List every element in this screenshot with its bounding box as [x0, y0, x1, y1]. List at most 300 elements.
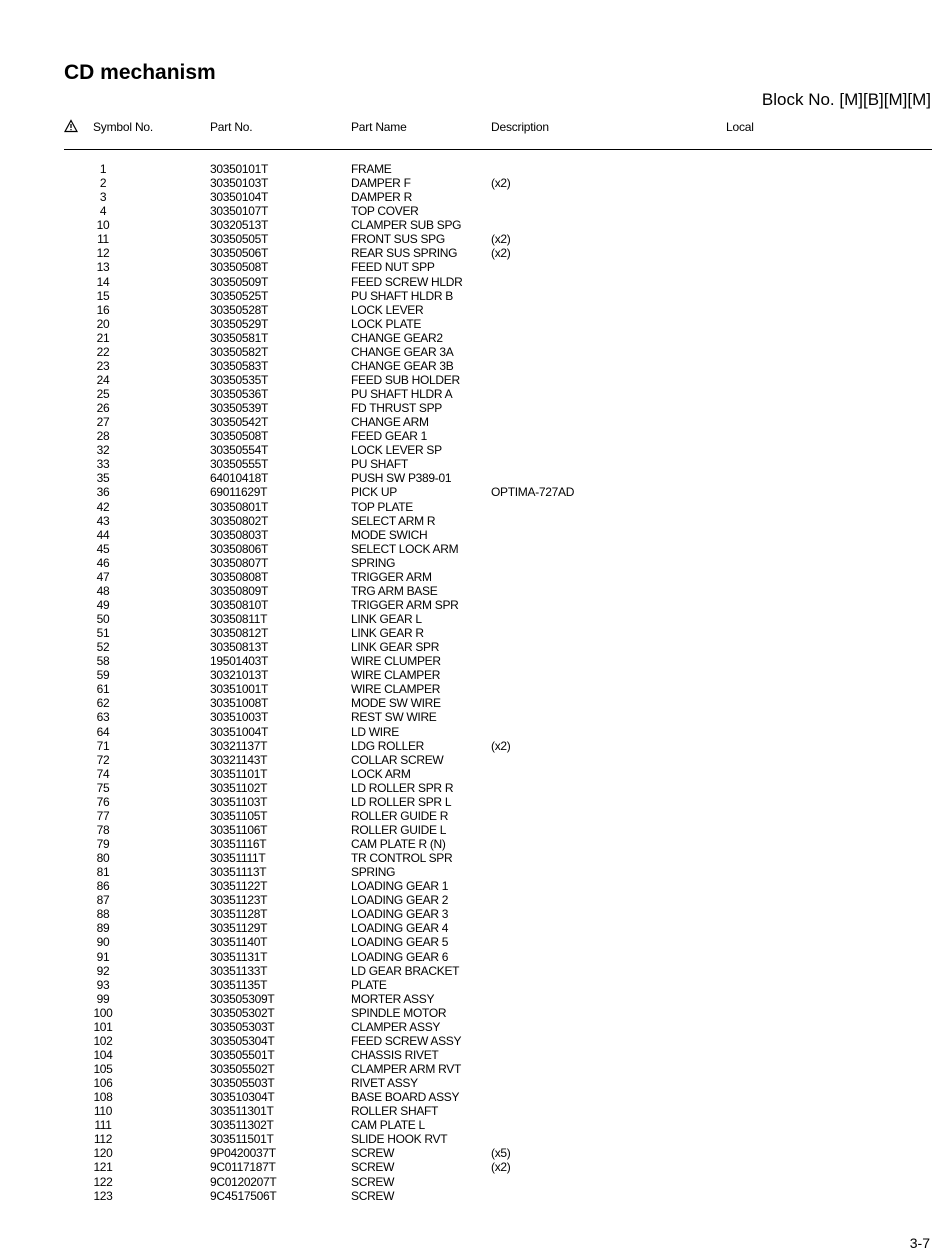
symbol-no-cell: 62 [96, 696, 110, 711]
part-no-cell: 30350582T [210, 344, 269, 359]
table-row [0, 1020, 950, 1034]
symbol-no-cell: 50 [96, 612, 110, 626]
part-name-cell: SCREW [351, 1160, 395, 1175]
part-no-cell: 30350508T [210, 429, 269, 444]
table-row [0, 260, 950, 274]
part-name-cell: LOCK ARM [351, 766, 411, 781]
symbol-no-cell: 100 [93, 1005, 113, 1020]
symbol-no-cell: 20 [96, 316, 110, 331]
part-no-cell: 30350808T [210, 569, 269, 584]
table-row [0, 781, 950, 795]
symbol-no-cell: 92 [96, 963, 110, 978]
symbol-no-cell: 121 [93, 1160, 113, 1175]
part-name-cell: WIRE CLAMPER [351, 668, 441, 683]
table-row [0, 204, 950, 218]
table-row [0, 303, 950, 317]
part-no-cell: 30350542T [210, 415, 269, 430]
part-name-cell: SELECT ARM R [351, 513, 436, 528]
symbol-no-cell: 35 [96, 471, 110, 486]
part-name-cell: LINK GEAR L [351, 612, 422, 626]
part-no-cell: 9C0117187T [210, 1160, 276, 1175]
table-row [0, 232, 950, 246]
part-name-cell: LDG ROLLER [351, 738, 425, 753]
symbol-no-cell: 91 [96, 949, 110, 964]
symbol-no-cell: 13 [96, 260, 110, 275]
header-part-no: Part No. [210, 120, 253, 134]
part-name-cell: TRG ARM BASE [351, 583, 438, 598]
part-no-cell: 69011629T [210, 485, 268, 500]
table-row [0, 542, 950, 556]
part-name-cell: FEED GEAR 1 [351, 429, 428, 444]
part-no-cell: 30351001T [210, 682, 269, 697]
symbol-no-cell: 24 [96, 372, 110, 387]
table-row [0, 612, 950, 626]
part-name-cell: FRAME [351, 162, 392, 176]
part-name-cell: PU SHAFT [351, 457, 408, 472]
part-no-cell: 30321137T [210, 738, 268, 753]
symbol-no-cell: 26 [96, 401, 110, 416]
part-no-cell: 19501403T [210, 654, 269, 669]
symbol-no-cell: 120 [93, 1146, 113, 1161]
table-row [0, 668, 950, 682]
symbol-no-cell: 93 [96, 977, 110, 992]
part-name-cell: FEED NUT SPP [351, 260, 435, 275]
part-no-cell: 30350813T [210, 640, 269, 655]
parts-table [0, 162, 950, 1203]
part-no-cell: 30350525T [210, 288, 269, 303]
description-cell: (x2) [491, 232, 511, 247]
symbol-no-cell: 44 [96, 527, 110, 542]
part-name-cell: FEED SUB HOLDER [351, 372, 460, 387]
description-cell: (x5) [491, 1146, 511, 1161]
table-row [0, 1062, 950, 1076]
part-no-cell: 303511302T [210, 1118, 274, 1133]
table-row [0, 710, 950, 724]
symbol-no-cell: 71 [96, 738, 110, 753]
part-no-cell: 30350555T [210, 457, 269, 472]
part-no-cell: 30351101T [210, 766, 268, 781]
table-row [0, 387, 950, 401]
table-row [0, 992, 950, 1006]
part-no-cell: 30351131T [210, 949, 268, 964]
table-row [0, 176, 950, 190]
part-name-cell: BASE BOARD ASSY [351, 1090, 460, 1105]
part-name-cell: CHANGE GEAR 3A [351, 344, 454, 359]
symbol-no-cell: 12 [96, 246, 110, 261]
symbol-no-cell: 90 [96, 935, 110, 950]
symbol-no-cell: 36 [96, 485, 110, 500]
part-name-cell: SCREW [351, 1174, 395, 1189]
symbol-no-cell: 59 [96, 668, 110, 683]
part-no-cell: 30350811T [210, 612, 268, 626]
symbol-no-cell: 76 [96, 794, 110, 809]
table-row [0, 837, 950, 851]
symbol-no-cell: 49 [96, 597, 110, 612]
part-no-cell: 30351122T [210, 879, 268, 894]
table-row [0, 345, 950, 359]
part-name-cell: SELECT LOCK ARM [351, 541, 459, 556]
part-no-cell: 30351133T [210, 963, 268, 978]
symbol-no-cell: 108 [93, 1090, 113, 1105]
table-row [0, 556, 950, 570]
table-row [0, 823, 950, 837]
table-row [0, 1034, 950, 1048]
symbol-no-cell: 80 [96, 851, 110, 866]
part-name-cell: LOADING GEAR 1 [351, 879, 449, 894]
symbol-no-cell: 21 [96, 330, 110, 345]
symbol-no-cell: 123 [93, 1188, 113, 1203]
part-no-cell: 30350528T [210, 302, 269, 317]
description-cell: OPTIMA-727AD [491, 485, 575, 500]
symbol-no-cell: 112 [93, 1132, 113, 1147]
table-row [0, 964, 950, 978]
part-no-cell: 30350509T [210, 274, 269, 289]
part-name-cell: CAM PLATE R (N) [351, 837, 446, 851]
table-row [0, 528, 950, 542]
part-no-cell: 30350809T [210, 583, 269, 598]
part-no-cell: 9P0420037T [210, 1146, 276, 1161]
table-row [0, 809, 950, 823]
table-row [0, 640, 950, 654]
part-name-cell: DAMPER F [351, 176, 411, 191]
part-no-cell: 303511501T [210, 1132, 274, 1147]
part-name-cell: PLATE [351, 977, 387, 992]
table-row [0, 921, 950, 935]
part-no-cell: 30350529T [210, 316, 269, 331]
description-cell: (x2) [491, 246, 511, 261]
table-row [0, 401, 950, 415]
header-part-name: Part Name [351, 120, 407, 134]
part-no-cell: 30351128T [210, 907, 268, 922]
symbol-no-cell: 42 [96, 499, 110, 514]
table-row [0, 598, 950, 612]
part-no-cell: 30351113T [210, 865, 267, 880]
part-name-cell: CLAMPER ARM RVT [351, 1062, 461, 1076]
part-name-cell: LOCK LEVER [351, 302, 424, 317]
table-row [0, 893, 950, 907]
part-no-cell: 30351003T [210, 710, 269, 725]
part-name-cell: MODE SW WIRE [351, 696, 441, 711]
table-row [0, 331, 950, 345]
header-divider [64, 149, 932, 150]
table-row [0, 162, 950, 176]
part-name-cell: LD ROLLER SPR L [351, 794, 452, 809]
table-row [0, 246, 950, 260]
part-no-cell: 30351103T [210, 794, 268, 809]
table-row [0, 584, 950, 598]
symbol-no-cell: 28 [96, 429, 110, 444]
part-name-cell: PICK UP [351, 485, 397, 500]
table-row [0, 879, 950, 893]
part-name-cell: LOADING GEAR 4 [351, 921, 449, 936]
table-row [0, 626, 950, 640]
part-no-cell: 30351004T [210, 724, 269, 739]
part-name-cell: LOADING GEAR 5 [351, 935, 449, 950]
symbol-no-cell: 27 [96, 415, 110, 430]
part-name-cell: SLIDE HOOK RVT [351, 1132, 448, 1147]
block-number: Block No. [M][B][M][M] [761, 90, 931, 109]
part-name-cell: LOCK PLATE [351, 316, 422, 331]
part-no-cell: 30350104T [210, 190, 269, 205]
part-name-cell: PU SHAFT HLDR A [351, 387, 453, 401]
part-no-cell: 30350103T [210, 176, 269, 191]
symbol-no-cell: 14 [96, 274, 110, 289]
table-row [0, 1189, 950, 1203]
table-row [0, 1132, 950, 1146]
part-no-cell: 30351105T [210, 808, 268, 823]
symbol-no-cell: 16 [96, 302, 110, 317]
symbol-no-cell: 48 [96, 583, 110, 598]
description-cell: (x2) [491, 738, 511, 753]
part-name-cell: ROLLER GUIDE R [351, 808, 449, 823]
part-no-cell: 30350536T [210, 387, 269, 401]
symbol-no-cell: 33 [96, 457, 110, 472]
symbol-no-cell: 79 [96, 837, 110, 851]
symbol-no-cell: 75 [96, 780, 110, 795]
table-row [0, 429, 950, 443]
symbol-no-cell: 47 [96, 569, 110, 584]
table-row [0, 415, 950, 429]
part-no-cell: 30350581T [210, 330, 269, 345]
symbol-no-cell: 87 [96, 893, 110, 908]
part-no-cell: 30350508T [210, 260, 269, 275]
part-no-cell: 30350505T [210, 232, 269, 247]
part-no-cell: 30351102T [210, 780, 268, 795]
part-no-cell: 30350801T [210, 499, 269, 514]
warning-triangle-icon [64, 119, 78, 133]
table-row [0, 682, 950, 696]
part-no-cell: 30321143T [210, 752, 268, 767]
table-row [0, 795, 950, 809]
part-name-cell: SPINDLE MOTOR [351, 1005, 447, 1020]
part-name-cell: FEED SCREW HLDR [351, 274, 463, 289]
part-name-cell: LD WIRE [351, 724, 399, 739]
part-no-cell: 30350554T [210, 443, 269, 458]
part-no-cell: 30350107T [210, 204, 269, 219]
part-name-cell: SCREW [351, 1188, 395, 1203]
part-name-cell: PU SHAFT HLDR B [351, 288, 453, 303]
part-name-cell: TRIGGER ARM SPR [351, 597, 459, 612]
table-row [0, 1160, 950, 1174]
part-name-cell: REST SW WIRE [351, 710, 437, 725]
table-row [0, 935, 950, 949]
table-row [0, 1146, 950, 1160]
part-no-cell: 9C0120207T [210, 1174, 277, 1189]
part-no-cell: 30350535T [210, 372, 269, 387]
symbol-no-cell: 74 [96, 766, 110, 781]
symbol-no-cell: 4 [99, 204, 107, 219]
part-name-cell: DAMPER R [351, 190, 412, 205]
part-no-cell: 303505304T [210, 1033, 275, 1048]
part-name-cell: CHASSIS RIVET [351, 1047, 439, 1062]
table-row [0, 696, 950, 710]
table-row [0, 654, 950, 668]
symbol-no-cell: 25 [96, 387, 110, 401]
symbol-no-cell: 89 [96, 921, 110, 936]
part-name-cell: FRONT SUS SPG [351, 232, 445, 247]
part-no-cell: 30350101T [210, 162, 269, 176]
symbol-no-cell: 102 [93, 1033, 113, 1048]
part-name-cell: LOCK LEVER SP [351, 443, 442, 458]
table-row [0, 457, 950, 471]
table-row [0, 373, 950, 387]
table-row [0, 1006, 950, 1020]
part-name-cell: CLAMPER ASSY [351, 1019, 441, 1034]
part-name-cell: WIRE CLAMPER [351, 682, 441, 697]
symbol-no-cell: 1 [99, 162, 107, 176]
symbol-no-cell: 11 [97, 232, 109, 247]
symbol-no-cell: 23 [96, 358, 110, 373]
table-row [0, 1048, 950, 1062]
part-name-cell: SPRING [351, 865, 396, 880]
part-no-cell: 30350506T [210, 246, 269, 261]
symbol-no-cell: 2 [99, 176, 107, 191]
symbol-no-cell: 64 [96, 724, 110, 739]
part-no-cell: 30350812T [210, 626, 269, 641]
part-no-cell: 30350539T [210, 401, 269, 416]
part-name-cell: REAR SUS SPRING [351, 246, 458, 261]
part-name-cell: SPRING [351, 555, 396, 570]
part-name-cell: TOP COVER [351, 204, 419, 219]
symbol-no-cell: 58 [96, 654, 110, 669]
part-name-cell: WIRE CLUMPER [351, 654, 441, 669]
symbol-no-cell: 105 [93, 1062, 113, 1076]
part-name-cell: ROLLER GUIDE L [351, 822, 447, 837]
part-name-cell: MODE SWICH [351, 527, 428, 542]
part-name-cell: TRIGGER ARM [351, 569, 432, 584]
part-name-cell: LOADING GEAR 3 [351, 907, 449, 922]
table-row [0, 1090, 950, 1104]
table-row [0, 907, 950, 921]
part-no-cell: 303505503T [210, 1076, 275, 1091]
symbol-no-cell: 45 [96, 541, 110, 556]
symbol-no-cell: 72 [96, 752, 110, 767]
table-row [0, 1076, 950, 1090]
part-no-cell: 9C4517506T [210, 1188, 277, 1203]
part-name-cell: LINK GEAR R [351, 626, 424, 641]
symbol-no-cell: 46 [96, 555, 110, 570]
table-row [0, 218, 950, 232]
table-row [0, 514, 950, 528]
table-row [0, 500, 950, 514]
part-name-cell: FD THRUST SPP [351, 401, 443, 416]
part-name-cell: CHANGE GEAR 3B [351, 358, 454, 373]
symbol-no-cell: 122 [93, 1174, 113, 1189]
part-name-cell: TOP PLATE [351, 499, 413, 514]
table-row [0, 1104, 950, 1118]
part-name-cell: CLAMPER SUB SPG [351, 218, 462, 233]
header-local: Local [726, 120, 754, 134]
table-row [0, 739, 950, 753]
page-number: 3-7 [909, 1235, 930, 1251]
part-name-cell: RIVET ASSY [351, 1076, 418, 1091]
part-name-cell: MORTER ASSY [351, 991, 435, 1006]
symbol-no-cell: 81 [96, 865, 110, 880]
part-name-cell: CHANGE ARM [351, 415, 429, 430]
table-row [0, 767, 950, 781]
part-no-cell: 30350806T [210, 541, 269, 556]
description-cell: (x2) [491, 176, 511, 191]
part-no-cell: 30350802T [210, 513, 269, 528]
table-row [0, 753, 950, 767]
table-row [0, 950, 950, 964]
part-name-cell: FEED SCREW ASSY [351, 1033, 462, 1048]
symbol-no-cell: 52 [96, 640, 110, 655]
part-no-cell: 30350803T [210, 527, 269, 542]
part-name-cell: LD ROLLER SPR R [351, 780, 454, 795]
part-name-cell: LD GEAR BRACKET [351, 963, 460, 978]
part-name-cell: COLLAR SCREW [351, 752, 444, 767]
table-row [0, 485, 950, 499]
part-no-cell: 30350810T [210, 597, 269, 612]
part-no-cell: 30321013T [210, 668, 269, 683]
part-name-cell: PUSH SW P389-01 [351, 471, 452, 486]
header-symbol-no: Symbol No. [93, 120, 154, 134]
part-name-cell: LOADING GEAR 6 [351, 949, 449, 964]
symbol-no-cell: 78 [96, 822, 110, 837]
symbol-no-cell: 101 [93, 1019, 113, 1034]
part-no-cell: 64010418T [210, 471, 269, 486]
part-no-cell: 30351135T [210, 977, 268, 992]
table-row [0, 1175, 950, 1189]
part-name-cell: LOADING GEAR 2 [351, 893, 449, 908]
part-no-cell: 30351129T [210, 921, 268, 936]
symbol-no-cell: 10 [96, 218, 110, 233]
symbol-no-cell: 104 [93, 1047, 113, 1062]
table-row [0, 725, 950, 739]
symbol-no-cell: 3 [99, 190, 107, 205]
table-row [0, 978, 950, 992]
part-no-cell: 303505309T [210, 991, 275, 1006]
table-row [0, 443, 950, 457]
part-name-cell: ROLLER SHAFT [351, 1104, 439, 1119]
part-no-cell: 303505501T [210, 1047, 275, 1062]
table-row [0, 865, 950, 879]
part-name-cell: LINK GEAR SPR [351, 640, 440, 655]
part-name-cell: SCREW [351, 1146, 395, 1161]
part-no-cell: 303505303T [210, 1019, 275, 1034]
part-no-cell: 30350807T [210, 555, 269, 570]
part-no-cell: 30350583T [210, 358, 269, 373]
table-row [0, 359, 950, 373]
header-description: Description [491, 120, 549, 134]
part-no-cell: 30351106T [210, 822, 268, 837]
part-name-cell: CAM PLATE L [351, 1118, 425, 1133]
part-no-cell: 303505502T [210, 1062, 275, 1076]
symbol-no-cell: 51 [96, 626, 110, 641]
part-no-cell: 30320513T [210, 218, 269, 233]
symbol-no-cell: 99 [96, 991, 110, 1006]
table-row [0, 289, 950, 303]
symbol-no-cell: 111 [94, 1118, 112, 1133]
page-title: CD mechanism [64, 61, 216, 84]
symbol-no-cell: 32 [96, 443, 110, 458]
part-no-cell: 30351116T [210, 837, 267, 851]
symbol-no-cell: 110 [93, 1104, 113, 1119]
part-no-cell: 303510304T [210, 1090, 275, 1105]
part-no-cell: 30351123T [210, 893, 268, 908]
symbol-no-cell: 22 [96, 344, 110, 359]
part-no-cell: 30351140T [210, 935, 268, 950]
part-name-cell: CHANGE GEAR2 [351, 330, 443, 345]
table-row [0, 190, 950, 204]
symbol-no-cell: 86 [96, 879, 110, 894]
symbol-no-cell: 43 [96, 513, 110, 528]
table-row [0, 1118, 950, 1132]
part-no-cell: 30351008T [210, 696, 269, 711]
part-no-cell: 303505302T [210, 1005, 275, 1020]
part-name-cell: TR CONTROL SPR [351, 851, 453, 866]
